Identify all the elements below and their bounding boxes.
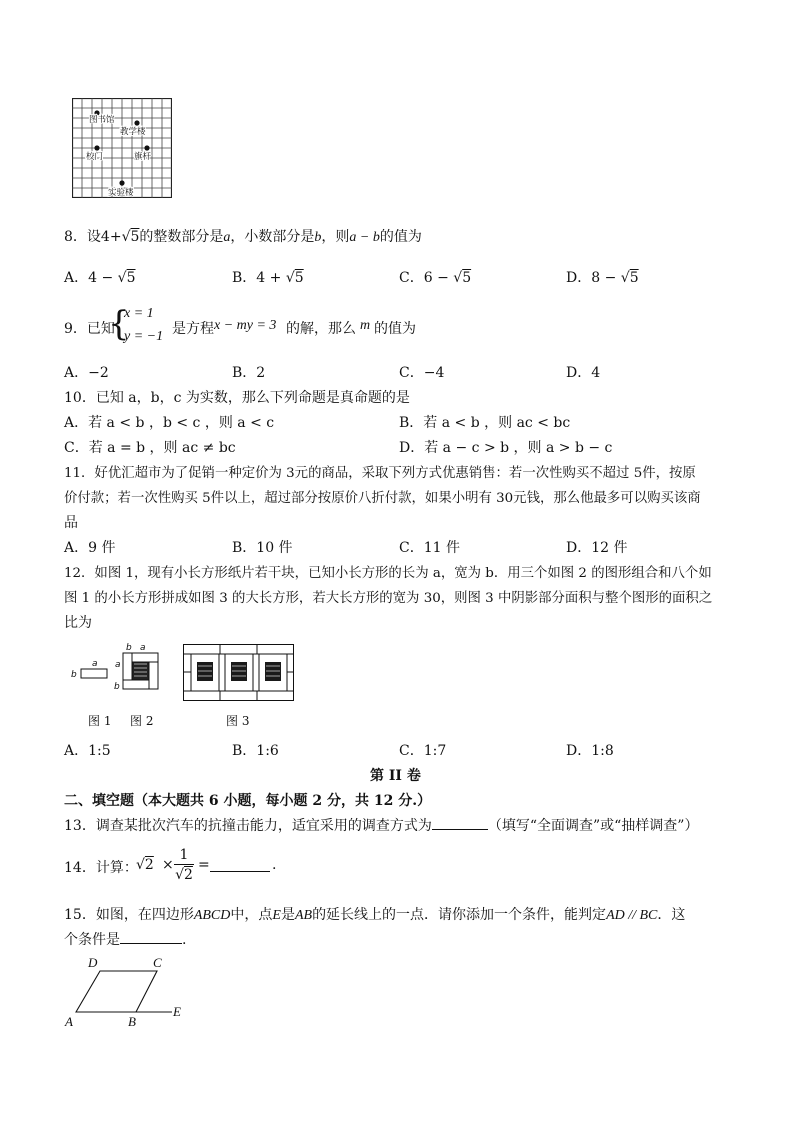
svg-text:a: a (140, 643, 146, 653)
q14-stem: 14．计算： √2 × 1 √2 = . (64, 847, 277, 883)
section-heading: 二、填空题（本大题共 6 小题，每小题 2 分，共 12 分.） (64, 793, 432, 809)
flagpole-label: 旗杆 (134, 152, 152, 162)
fig3-shaded-2 (231, 662, 247, 681)
q15-quadrilateral-figure (62, 952, 192, 1028)
q12-stem-line1: 12．如图 1，现有小长方形纸片若干块，已知小长方形的长为 a，宽为 b．用三个如图 2 的图形组合和八个如 (64, 566, 712, 581)
q11-stem-line2: 价付款；若一次性购买 5件以上，超过部分按原价八折付款，如果小明有 30元钱，那么他最多可以购买该商 (64, 491, 701, 506)
q10-option-d: D．若 a − c > b ，则 a > b − c (399, 440, 613, 456)
fig3-shaded-1 (197, 662, 213, 681)
q11-stem-line3: 品 (64, 515, 78, 531)
q11-option-b: B．10 件 (232, 540, 293, 556)
svg-text:a: a (92, 659, 98, 669)
q8-option-a: A．4 − √5 (64, 270, 136, 286)
q15-stem-line1: 15．如图，在四边形ABCD中，点E是AB的延长线上的一点．请你添加一个条件，能判定AD // BC．这 (64, 907, 686, 923)
svg-text:b: b (114, 682, 120, 692)
svg-text:b: b (126, 643, 132, 653)
school-gate-label: 校门 (86, 152, 104, 162)
vertex-A: A (65, 1014, 73, 1028)
fig2-caption: 图 2 (130, 714, 154, 728)
q15-answer-blank[interactable] (120, 929, 182, 944)
q12-option-b: B．1:6 (232, 743, 279, 759)
q9-option-d: D．4 (566, 365, 601, 381)
q13-answer-blank[interactable] (432, 815, 488, 830)
q11-option-d: D．12 件 (566, 540, 628, 556)
fig3-shaded-3 (265, 662, 281, 681)
vertex-B: B (128, 1014, 136, 1028)
q9-option-b: B．2 (232, 365, 266, 381)
q10-option-c: C．若 a = b ，则 ac ≠ bc (64, 440, 236, 456)
q12-option-d: D．1:8 (566, 743, 614, 759)
q12-stem-line3: 比为 (64, 615, 92, 631)
point-E: E (173, 1004, 181, 1019)
q11-stem-line1: 11．好优汇超市为了促销一种定价为 3元的商品，采取下列方式优惠销售：若一次性购买不超过 5件，按原 (64, 466, 696, 481)
campus-map-figure (72, 98, 172, 198)
q9-option-c: C．−4 (399, 365, 445, 381)
lab-building-point (119, 180, 124, 185)
q8-stem: 8．设4+√5的整数部分是a，小数部分是b，则a − b的值为 (64, 229, 422, 245)
fig3-caption: 图 3 (226, 714, 250, 728)
teaching-building-label: 教学楼 (120, 127, 146, 137)
q12-figure-3 (183, 644, 295, 702)
teaching-building-point (134, 120, 139, 125)
lab-building-label: 实验楼 (108, 188, 134, 198)
fig1-caption: 图 1 (88, 714, 112, 728)
q12-option-c: C．1:7 (399, 743, 447, 759)
q12-option-a: A．1:5 (64, 743, 111, 759)
q11-option-c: C．11 件 (399, 540, 460, 556)
sqrt-symbol: √ (121, 229, 131, 245)
volume-title: 第 II 卷 (370, 768, 421, 784)
q8-option-b: B．4 + √5 (232, 270, 304, 286)
q10-stem: 10．已知 a，b，c 为实数，那么下列命题是真命题的是 (64, 390, 410, 406)
q15-stem-line2: 个条件是 . (64, 929, 186, 949)
fig1-small-rectangle (81, 669, 107, 678)
q12-figure-1-2 (68, 638, 164, 700)
q10-option-b: B．若 a < b ，则 ac < bc (399, 415, 571, 431)
fraction: 1 √2 (175, 847, 193, 883)
q11-option-a: A．9 件 (64, 540, 116, 556)
q14-answer-blank[interactable] (210, 857, 270, 872)
q10-option-a: A．若 a < b ，b < c ，则 a < c (64, 415, 275, 431)
school-gate-point (94, 145, 99, 150)
q13-stem: 13．调查某批次汽车的抗撞击能力，适宜采用的调查方式为 （填写“全面调查”或“抽样调查”） (64, 815, 698, 835)
q8-option-c: C．6 − √5 (399, 270, 472, 286)
vertex-D: D (88, 955, 98, 970)
svg-text:a: a (115, 660, 121, 670)
flagpole-point (144, 145, 149, 150)
q9-option-a: A．−2 (64, 365, 109, 381)
q12-stem-line2: 图 1 的小长方形拼成如图 3 的大长方形，若大长方形的宽为 30，则图 3 中阴影部分面积与整个图形的面积之 (64, 591, 713, 606)
vertex-C: C (153, 955, 162, 970)
q8-option-d: D．8 − √5 (566, 270, 639, 286)
library-label: 图书馆 (89, 115, 115, 125)
system-brace: { (108, 304, 130, 344)
fig2-combination (123, 653, 158, 689)
svg-text:b: b (71, 670, 77, 680)
